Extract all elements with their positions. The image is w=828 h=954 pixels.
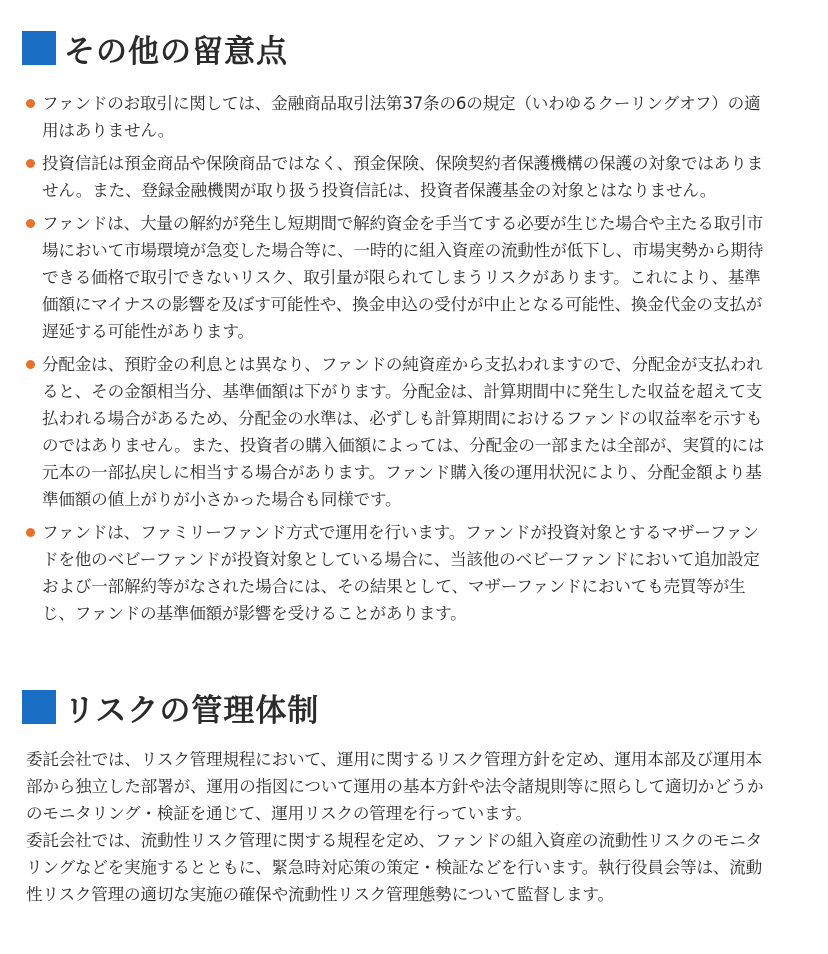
- list-item: [26, 90, 770, 144]
- heading-square-icon: [22, 31, 56, 65]
- list-item: [26, 519, 770, 627]
- bullet-icon: [26, 360, 35, 369]
- list-item: [26, 150, 770, 204]
- list-item-text: ファンドは、大量の解約が発生し短期間で解約資金を手当てする必要が生じた場合や主たる取引市場において市場環境が急変した場合等に、一時的に組入資産の流動性が低下し、市場実勢から期待できる価格で取引できないリスク、取引量が限られてしまうリスクがあります。これにより、基準価額にマイナスの影響を及ぼす可能性や、換金申込の受付が中止となる可能性、換金代金の支払が遅延する可能性があります。: [42, 214, 764, 341]
- section-heading: [22, 685, 319, 729]
- list-item: [26, 210, 770, 345]
- section-heading: [22, 26, 288, 70]
- section-title: その他の留意点: [64, 33, 288, 70]
- bullet-icon: [26, 219, 35, 228]
- bullet-icon: [26, 528, 35, 537]
- list-item-text: 分配金は、預貯金の利息とは異なり、ファンドの純資産から支払われますので、分配金が支払われると、その金額相当分、基準価額は下がります。分配金は、計算期間中に発生した収益を超えて支払われる場合があるため、分配金の水準は、必ずしも計算期間におけるファンドの収益率を示すものではありません。また、投資者の購入価額によっては、分配金の一部または全部が、実質的には元本の一部払戻しに相当する場合があります。ファンド購入後の運用状況により、分配金額より基準価額の値上がりが小さかった場合も同様です。: [42, 355, 765, 509]
- bullet-icon: [26, 99, 35, 108]
- list-item-text: 投資信託は預金商品や保険商品ではなく、預金保険、保険契約者保護機構の保護の対象ではありません。また、登録金融機関が取り扱う投資信託は、投資者保護基金の対象とはなりません。: [42, 154, 763, 200]
- bullet-icon: [26, 159, 35, 168]
- section-title: リスクの管理体制: [64, 692, 320, 729]
- list-item: [26, 351, 770, 513]
- list-item-text: ファンドのお取引に関しては、金融商品取引法第37条の6の規定（いわゆるクーリングオフ）の適用はありません。: [42, 94, 761, 140]
- list-item-text: ファンドは、ファミリーファンド方式で運用を行います。ファンドが投資対象とするマザーファンドを他のベビーファンドが投資対象としている場合に、当該他のベビーファンドにおいて追加設定および一部解約等がなされた場合には、その結果として、マザーファンドにおいても売買等が生じ、ファンドの基準価額が影響を受けることがあります。: [42, 523, 760, 623]
- risk-management-body: [26, 746, 774, 908]
- heading-square-icon: [22, 690, 56, 724]
- paragraph: 委託会社では、流動性リスク管理に関する規程を定め、ファンドの組入資産の流動性リスクのモニタリングなどを実施するとともに、緊急時対応策の策定・検証などを行います。執行役員会等は、流動性リスク管理の適切な実施の確保や流動性リスク管理態勢について監督します。: [26, 831, 763, 904]
- paragraph: 委託会社では、リスク管理規程において、運用に関するリスク管理方針を定め、運用本部及び運用本部から独立した部署が、運用の指図について運用の基本方針や法令諸規則等に照らして適切かどうかのモニタリング・検証を通じて、運用リスクの管理を行っています。: [26, 750, 764, 823]
- notes-list: [26, 90, 770, 633]
